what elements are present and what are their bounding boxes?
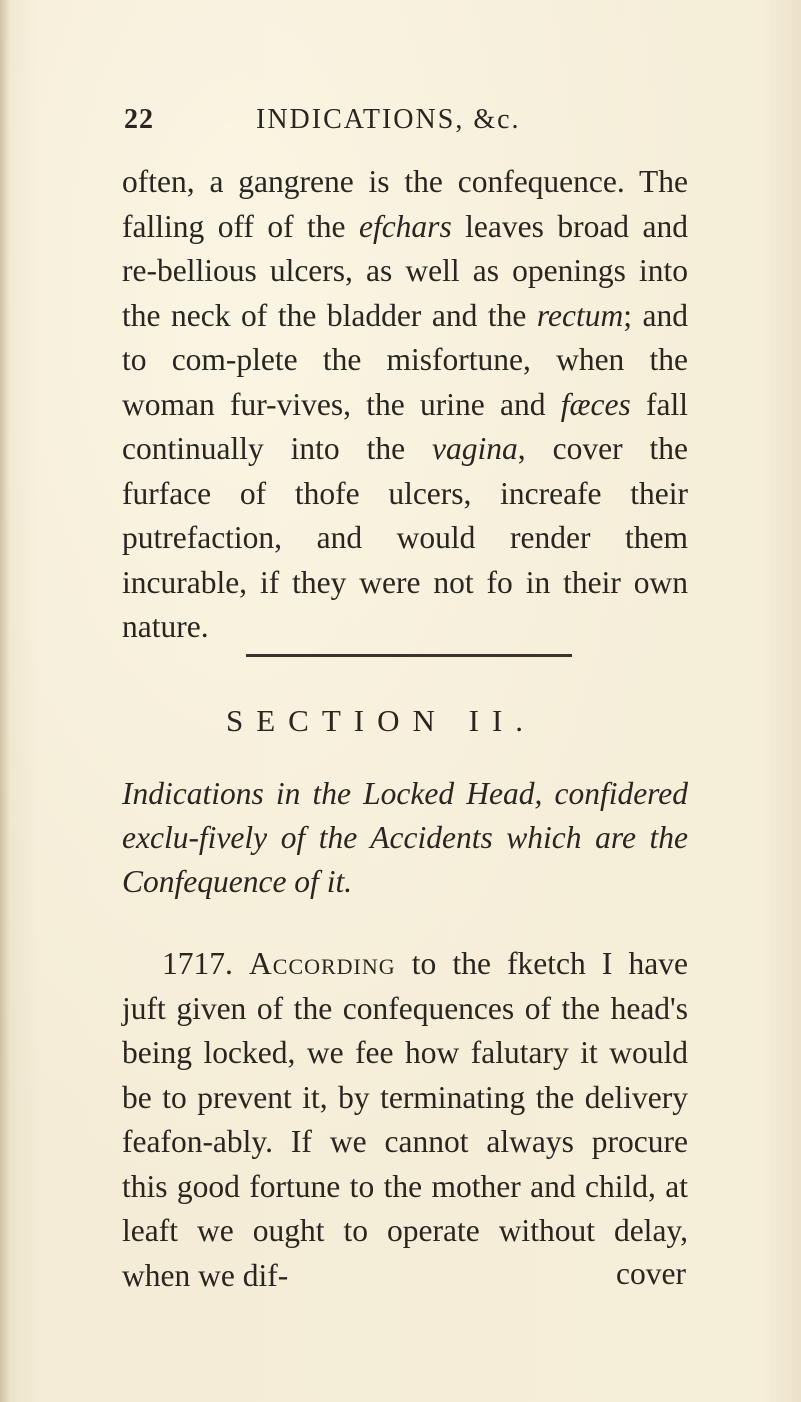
page-header [124,104,684,144]
section-title: SECTION II. [226,703,537,738]
italic-term: vagina [432,431,518,466]
paragraph-lead-word: According [249,946,396,981]
page-number: 22 [124,104,154,135]
paragraph-text: to the fketch I have juft given of the confequences of the head's being locked, we fee how falutary it would be to prevent it, by terminating the delivery feafon-ably. If we cannot always procure this good fortune to the mother and child, at leaft we ought to operate without delay, when we dif- [122,946,689,1293]
text-run: leaves broad and re-bellious ulcers, as well as openings into the neck of the bladder and the [122,208,689,333]
paragraph-number: 1717. [162,946,233,981]
page-edge-shadow [0,0,10,1402]
italic-term: efchars [358,208,452,244]
italic-term: fæces [560,386,631,422]
text-run: often, a gangrene is the confequence. The falling off of the [122,164,688,244]
section-heading: Indications in the Locked Head, confidered exclu-fively of the Accidents which are the Confequence of it. [122,776,688,899]
paragraph-continued [122,160,688,650]
text-run: , cover the furface of thofe ulcers, increafe their putrefaction, and would render them incurable, if they were not fo in their own nature. [122,431,688,644]
section-divider [246,654,572,657]
running-head: INDICATIONS, &c. [256,104,521,135]
text-run: fall continually into the [122,386,689,466]
catchword: cover [616,1256,686,1291]
italic-term: rectum [536,297,624,333]
paragraph-1717 [122,942,688,1298]
text-run: ; and to com-plete the misfortune, when the woman fur-vives, the urine and [122,297,688,422]
